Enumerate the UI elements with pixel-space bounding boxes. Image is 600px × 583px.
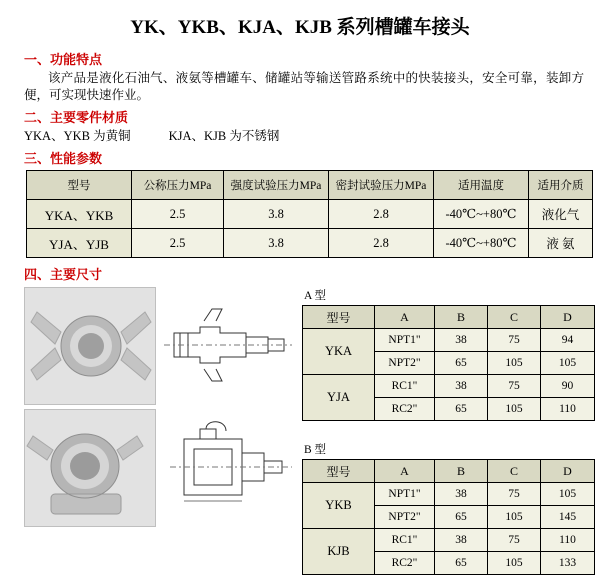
dimA-g0-r1-c1: 65 [435,352,488,375]
dimB-g1-r0-c1: 38 [435,529,488,552]
perf-r1-c3: 2.8 [329,229,434,258]
coupling-photo-b-graphic [25,410,155,526]
section-heading-features: 一、功能特点 [24,52,103,67]
dimB-g1-r1-c2: 105 [488,552,541,575]
dimA-g0-r0-c3: 94 [541,329,595,352]
product-photo-a [24,287,156,405]
coupling-drawing-a-graphic [160,287,296,403]
dimB-g0-r1-c0: NPT2" [375,506,435,529]
dimA-g0-r1-c2: 105 [488,352,541,375]
dimension-table-b [302,459,595,575]
perf-r0-c3: 2.8 [329,200,434,229]
dimB-g1-r0-c3: 110 [541,529,595,552]
table-header-row [303,460,595,483]
dimension-tables-column [302,287,594,583]
dimB-g0-r0-c3: 105 [541,483,595,506]
dimA-g0-r0-c0: NPT1" [375,329,435,352]
dimB-g0-model: YKB [303,483,375,529]
dimB-g1-model: KJB [303,529,375,575]
dimA-col-0: 型号 [303,306,375,329]
section-heading-material: 二、主要零件材质 [24,110,129,125]
dim-table-a-label: A 型 [304,290,327,302]
table-row [303,529,595,552]
perf-r0-c0: YKA、YKB [27,200,132,229]
perf-r1-c2: 3.8 [224,229,329,258]
dimB-g0-r0-c0: NPT1" [375,483,435,506]
dimB-g0-r1-c3: 145 [541,506,595,529]
dimB-g1-r1-c1: 65 [435,552,488,575]
product-drawing-b [160,409,296,525]
product-row-a [24,287,296,403]
perf-r0-c4: -40℃~+80℃ [434,200,529,229]
dimA-col-1: A [375,306,435,329]
perf-r0-c1: 2.5 [132,200,224,229]
dimB-g0-r0-c1: 38 [435,483,488,506]
product-row-b [24,409,296,525]
dimB-col-4: D [541,460,595,483]
dimB-g0-r0-c2: 75 [488,483,541,506]
dim-table-b-label: B 型 [304,444,327,456]
dimB-col-3: C [488,460,541,483]
perf-r1-c4: -40℃~+80℃ [434,229,529,258]
dimB-g1-r0-c0: RC1" [375,529,435,552]
product-photo-b [24,409,156,527]
dimA-g0-model: YKA [303,329,375,375]
dimB-g0-r1-c2: 105 [488,506,541,529]
perf-col-4: 适用温度 [434,171,529,200]
dimB-col-0: 型号 [303,460,375,483]
table-row [303,375,595,398]
dimA-g1-r0-c3: 90 [541,375,595,398]
perf-r1-c1: 2.5 [132,229,224,258]
dimA-col-3: C [488,306,541,329]
product-drawing-a [160,287,296,403]
dimB-g1-r0-c2: 75 [488,529,541,552]
dimA-g1-r1-c1: 65 [435,398,488,421]
table-row [303,329,595,352]
dimA-g0-r1-c3: 105 [541,352,595,375]
perf-r0-c5: 液化气 [529,200,593,229]
dimA-col-2: B [435,306,488,329]
dimA-g1-r1-c2: 105 [488,398,541,421]
page-title: YK、YKB、KJA、KJB 系列槽罐车接头 [130,17,470,38]
dimA-g1-r0-c1: 38 [435,375,488,398]
dimA-g1-r1-c0: RC2" [375,398,435,421]
dimA-g1-r0-c2: 75 [488,375,541,398]
dimB-col-1: A [375,460,435,483]
perf-col-5: 适用介质 [529,171,593,200]
dimA-g1-model: YJA [303,375,375,421]
dimB-g0-r1-c1: 65 [435,506,488,529]
table-header-row [27,171,593,200]
dimB-g1-r1-c0: RC2" [375,552,435,575]
perf-r0-c2: 3.8 [224,200,329,229]
section-heading-dimensions: 四、主要尺寸 [24,267,103,282]
perf-r1-c0: YJA、YJB [27,229,132,258]
tables-spacer [302,429,594,441]
material-right: KJA、KJB 为不锈钢 [168,129,280,143]
dimA-g0-r0-c1: 38 [435,329,488,352]
perf-col-0: 型号 [27,171,132,200]
table-row [27,200,593,229]
dimA-col-4: D [541,306,595,329]
table-row [303,483,595,506]
dimA-g0-r1-c0: NPT2" [375,352,435,375]
coupling-photo-a-graphic [25,288,155,404]
dimA-g1-r0-c0: RC1" [375,375,435,398]
perf-col-2: 强度试验压力MPa [224,171,329,200]
dimA-g1-r1-c3: 110 [541,398,595,421]
material-line [24,128,584,145]
dimB-col-2: B [435,460,488,483]
dimension-table-a [302,305,595,421]
performance-table [26,170,593,258]
table-header-row [303,306,595,329]
perf-col-1: 公称压力MPa [132,171,224,200]
perf-r1-c5: 液 氨 [529,229,593,258]
material-left: YKA、YKB 为黄铜 [24,129,131,143]
table-row [27,229,593,258]
dimB-g1-r1-c3: 133 [541,552,595,575]
coupling-drawing-b-graphic [160,409,296,525]
images-column [24,287,296,531]
perf-col-3: 密封试验压力MPa [329,171,434,200]
features-paragraph: 该产品是液化石油气、液氨等槽罐车、储罐站等输送管路系统中的快装接头，安全可靠，装卸方便，可实现快速作业。 [24,71,584,102]
dimA-g0-r0-c2: 75 [488,329,541,352]
section-heading-performance: 三、性能参数 [24,151,103,166]
